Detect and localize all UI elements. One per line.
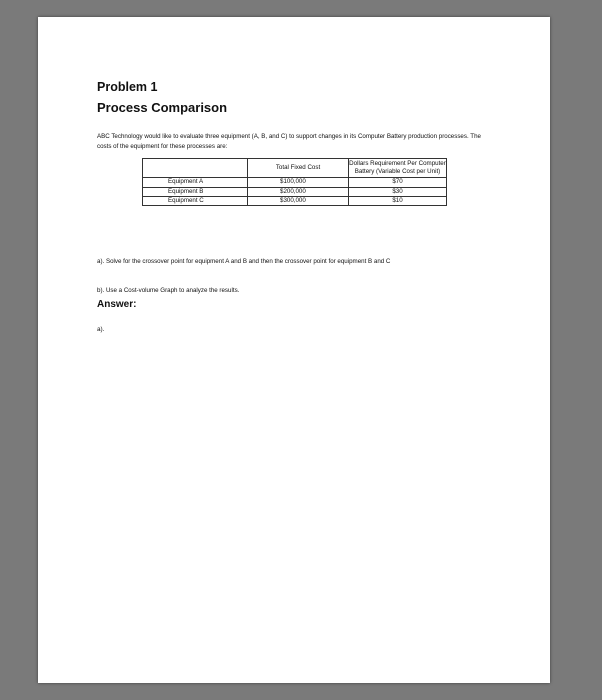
problem-title: Problem 1: [97, 80, 158, 94]
question-a: a). Solve for the crossover point for equipment A and B and then the crossover point for equipment B and C: [97, 258, 391, 266]
fixed-cost-cell: $300,000: [248, 196, 349, 205]
document-page: [38, 17, 550, 683]
table-header-row: [143, 159, 447, 178]
equipment-name-cell: Equipment A: [143, 178, 248, 187]
equipment-name-cell: Equipment C: [143, 196, 248, 205]
section-title: Process Comparison: [97, 100, 228, 115]
cost-table: [142, 158, 447, 206]
table-row: [143, 187, 447, 196]
variable-cost-cell: $10: [349, 196, 447, 205]
table-header-cell: [143, 159, 248, 178]
fixed-cost-cell: $200,000: [248, 187, 349, 196]
equipment-name-cell: Equipment B: [143, 187, 248, 196]
variable-cost-cell: $30: [349, 187, 447, 196]
fixed-cost-cell: $100,000: [248, 178, 349, 187]
question-b: b). Use a Cost-volume Graph to analyze the results.: [97, 287, 240, 295]
variable-cost-cell: $70: [349, 178, 447, 187]
table-header-cell: Dollars Requirement Per Computer Battery (Variable Cost per Unit): [349, 159, 447, 178]
table-row: [143, 178, 447, 187]
table-header-cell: Total Fixed Cost: [248, 159, 349, 178]
answer-heading: Answer:: [97, 299, 137, 310]
table-row: [143, 196, 447, 205]
answer-a-label: a).: [97, 326, 105, 334]
intro-paragraph: ABC Technology would like to evaluate three equipment (A, B, and C) to support changes in its Computer Battery production processes. The costs of the equipment for these processes are:: [97, 133, 481, 151]
